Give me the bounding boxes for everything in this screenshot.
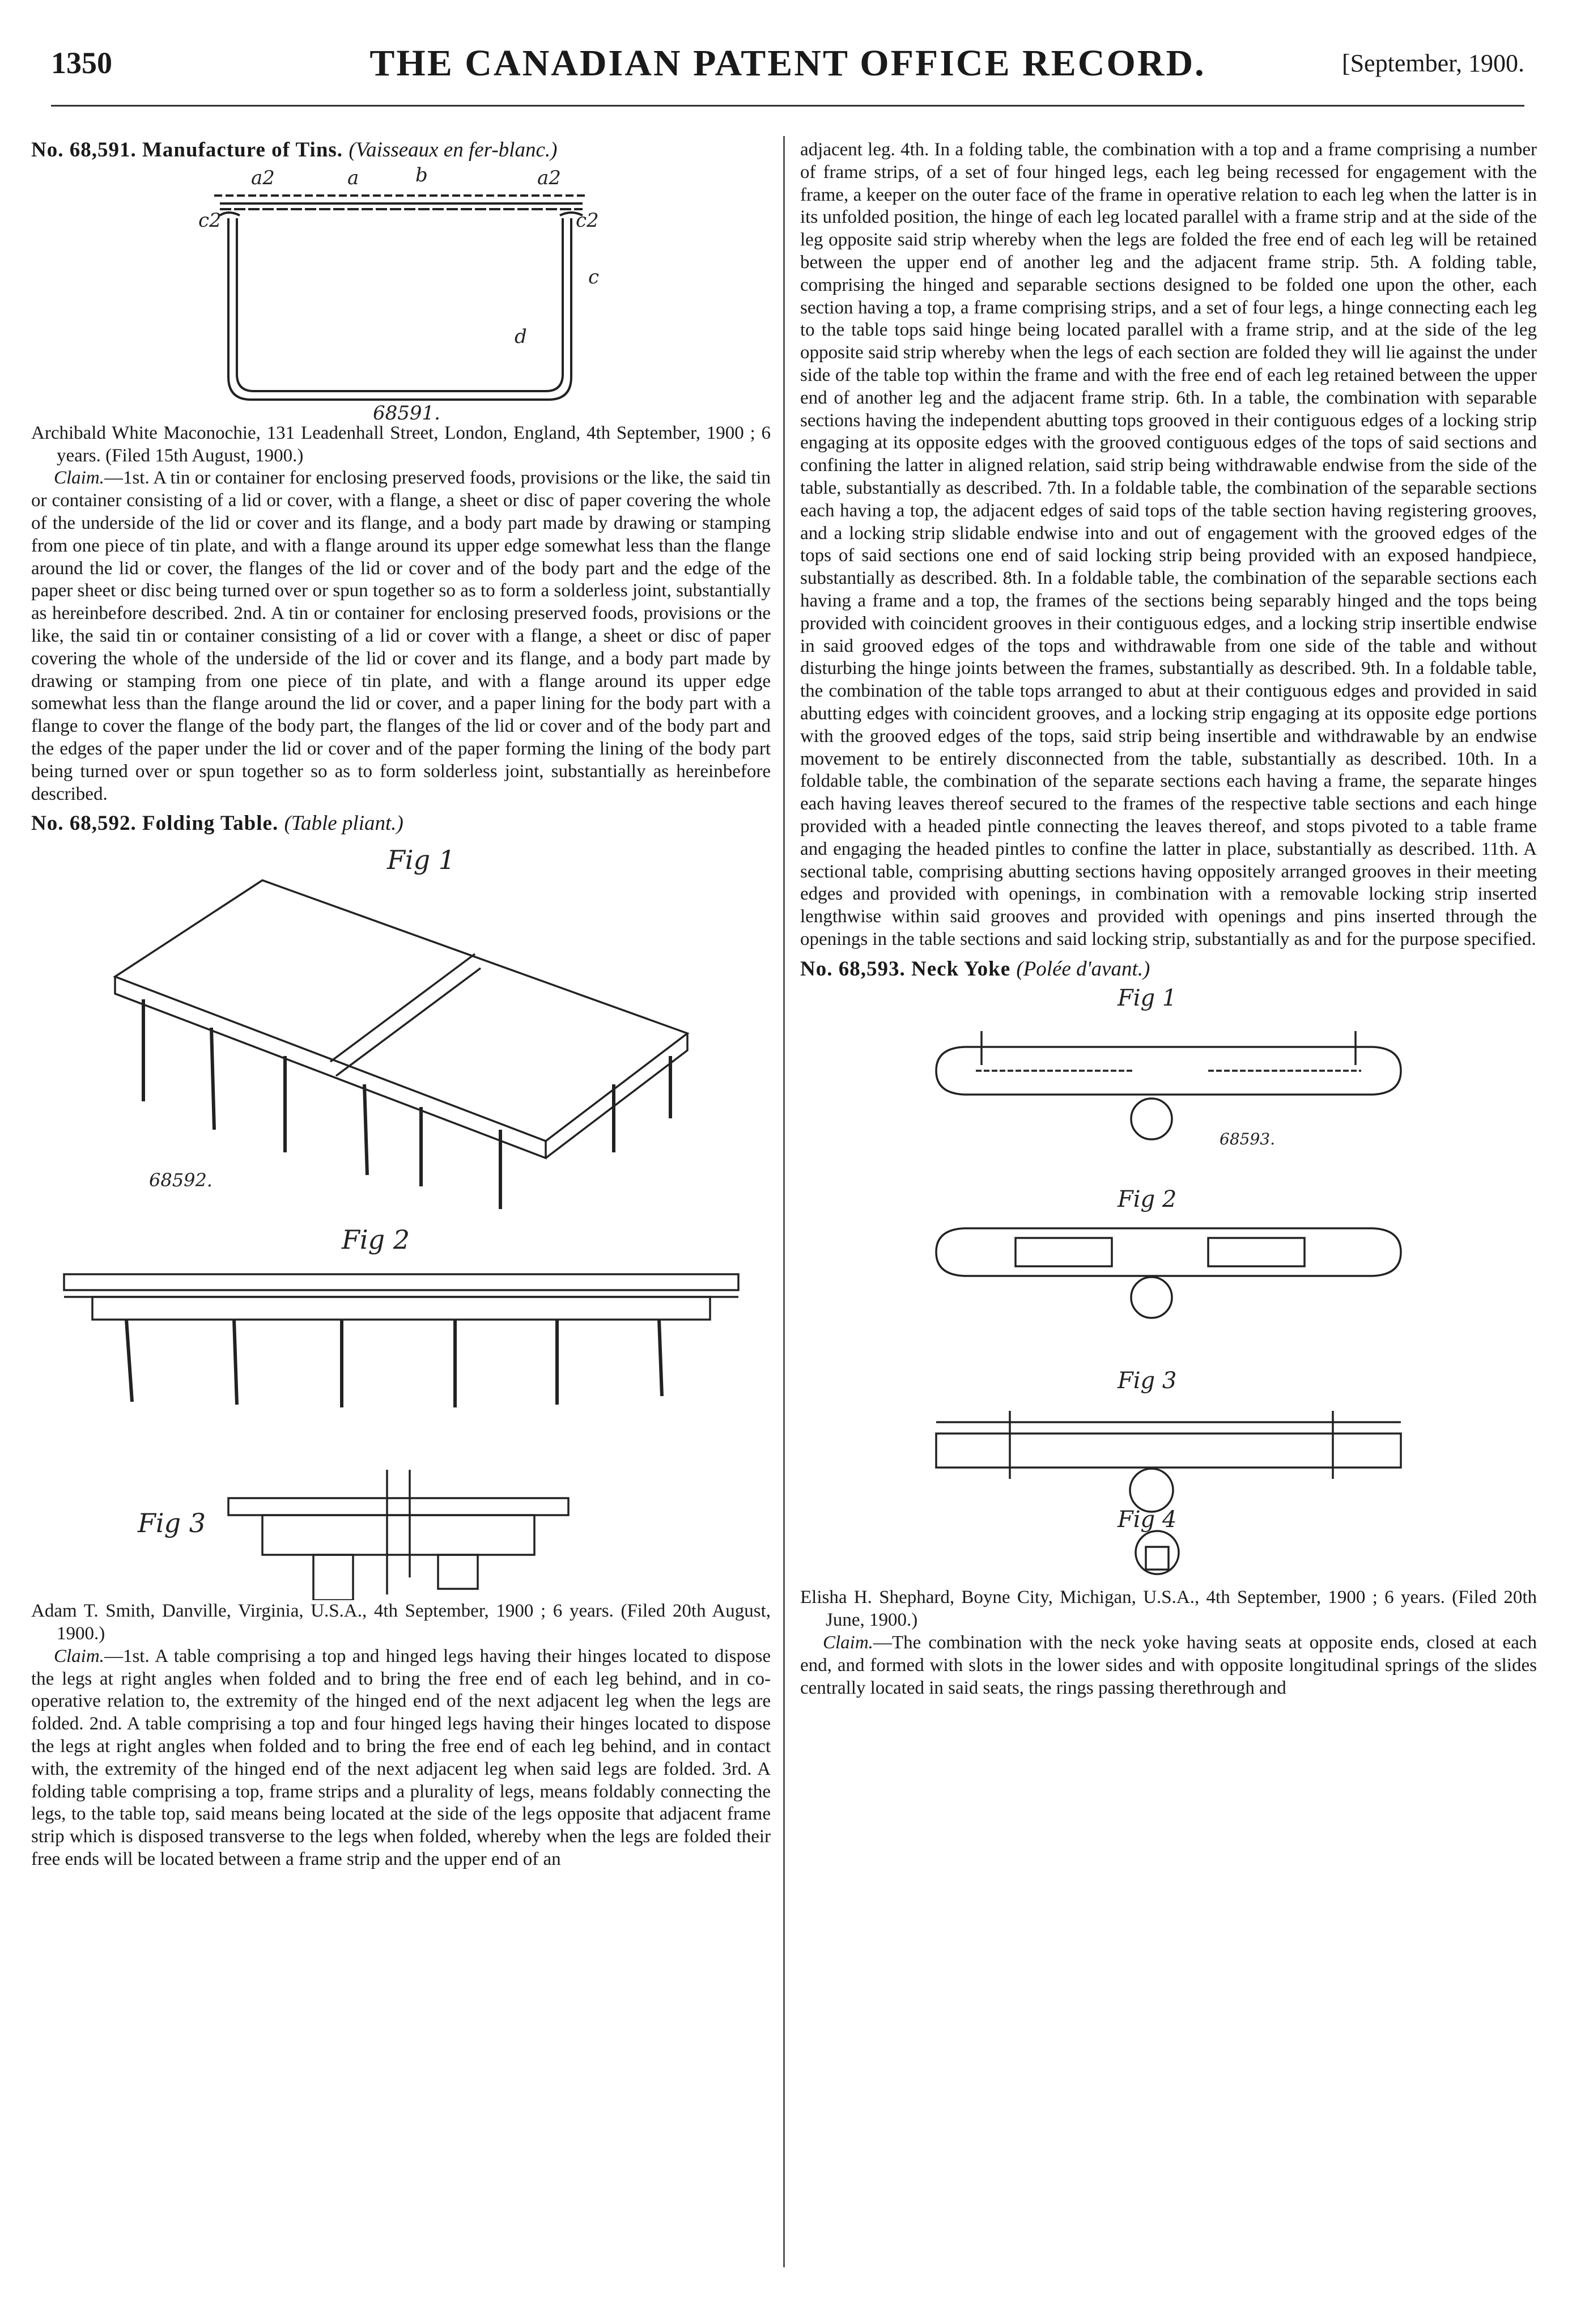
claim-text: —1st. A tin or container for enclosing preserved foods, provisions or the like, the said tin or container consisting of a lid or cover, with a flange, a sheet or disc of paper covering the whole of the underside of the lid or cover and its flange, and a body part made by drawing or stamping from one piece of tin plate, and with a flange around its upper edge somewhat less than the flange around the lid or cover, the flanges of the lid or cover and of the body part and the edge of the paper sheet or disc being turned over or spun together so as to form a solderless joint, substantially as hereinbefore described. 2nd. A tin or container for enclosing preserved foods, provisions or the like, the said tin or container consisting of a lid or cover with a flange, a sheet or disc of paper covering the whole of the underside of the lid or cover and its flange, and a body part made by drawing or stamping from one piece of tin plate, and with a flange around its upper edge somewhat less than the flange around the lid or cover, and a paper lining for the body part with a flange to cover the flange of the body part, the flanges of the lid or cover and of the body part and the edges of the paper under the lid or cover and of the paper forming the lining of the body part being turned over or spun together so as to form solderless joint, substantially as hereinbefore described. [31,468,771,804]
issue-date: [September, 1900. [1341,49,1524,77]
fig-label: d [514,325,527,348]
claim-text: —The combination with the neck yoke having seats at opposite ends, closed at each end, and formed with slots in the lower sides and with opposite longitudinal springs of the slides centrally located in said seats, the rings passing therethrough and [800,1632,1537,1698]
fig-label: Fig 2 [1118,1186,1177,1213]
patent-title: Neck Yoke [911,957,1011,981]
inventor-68591: Archibald White Maconochie, 131 Leadenhall Street, London, England, 4th September, 1900 ; 6 years. (Filed 15th August, 1900.) [31,422,771,466]
fig-label: Fig 2 [341,1224,410,1256]
fig-label: a [347,166,359,189]
fig-label: a2 [250,166,275,189]
fig-label: c [588,265,599,289]
folding-table-figure [47,835,755,1600]
patent-number: No. 68,591. [31,138,137,162]
claim-label: Claim. [54,468,104,489]
patent-translation: (Table pliant.) [284,812,403,836]
fig-label: 68591. [372,401,440,422]
fig-label: c2 [575,209,599,232]
right-column [800,139,1537,1699]
claim-68592 [31,1646,771,1871]
fig-label: Fig 1 [1118,985,1177,1012]
fig-label: 68593. [1220,1130,1275,1149]
claim-68591 [31,467,771,805]
fig-label: 68592. [148,1169,213,1191]
journal-title: THE CANADIAN PATENT OFFICE RECORD. [369,43,1206,84]
patent-title: Folding Table. [142,812,279,836]
claim-68592-continued: adjacent leg. 4th. In a folding table, the combination with a top and a frame comprising a number of frame strips, of a set of four hinged legs, each leg being recessed for engagement with the frame, a keeper on the outer face of the frame in operative relation to each leg when the latter is in its unfolded position, the hinge of each leg located parallel with a frame strip and at the side of the leg opposite said strip whereby when the legs are folded the free end of each leg will be retained between the upper end of another leg and the adjacent frame strip. 5th. A folding table, comprising the hinged and separable sections designed to be folded one upon the other, each section having a top, a frame comprising strips, and a set of four legs, a hinge connecting each leg to the table tops said hinge being located parallel with a frame strip, and at the side of the leg opposite said strip whereby when the legs of each section are folded they will lie against the under side of the table top within the frame and with the free end of each leg retained between the upper end of another leg and the adjacent frame strip. 6th. In a table, the combination with separable sections having the independent abutting tops grooved in their contiguous edges of a locking strip engaging at its opposite edges with the grooved contiguous edges of the tops of said sections and confining the latter in aligned relation, said strip being withdrawable endwise from the side of the table, substantially as described. 7th. In a foldable table, the combination of the separable sections each having a top, the adjacent edges of said tops of the table section having registering grooves, and a locking strip slidable endwise into and out of engagement with the grooved edges of the tops of said sections one end of said locking strip being provided with an exposed handpiece, substantially as described. 8th. In a foldable table, the combination of the separable sections each having a frame and a top, the frames of the sections being separably hinged and the tops being provided with coincident grooves in their contiguous edges, and a locking strip insertible endwise in said grooved edges of the tops and withdrawable from one side of the table and without disturbing the hinge joints between the frames, substantially as described. 9th. In a foldable table, the combination of the table tops arranged to abut at their contiguous edges and provided in said abutting edges with coincident grooves, and a locking strip engaging at its opposite edge portions with the grooved edges of the tops, said strip being insertible and withdrawable by an endwise movement to be entirely disconnected from the table, substantially as described. 10th. In a foldable table, the combination of the separate sections each having a frame, the separate hinges each having leaves thereof secured to the frames of the respective table sections and each hinge provided with a headed pintle connecting the leaves thereof, and stops pivoted to a table frame and engaging the headed pintles to confine the latter in place, substantially as described. 11th. A sectional table, comprising abutting sections having oppositely arranged grooves in their meeting edges and provided with openings, in combination with a removable locking strip inserted lengthwise within said grooves and provided with openings and pins inserted through the openings in the table sections and said locking strip, substantially as and for the purpose specified. [800,139,1537,949]
page-number: 1350 [51,46,112,80]
page-header [51,45,1524,96]
column-divider [783,136,785,2267]
patent-translation: (Vaisseaux en fer-blanc.) [349,138,558,162]
patent-number: No. 68,592. [31,812,137,836]
fig-label: Fig 1 [386,845,455,876]
patent-title: Manufacture of Tins. [142,138,343,162]
patent-heading-68591 [31,139,771,162]
claim-text: —1st. A table comprising a top and hinged legs having their hinges located to dispose the legs at right angles when folded and to bring the free end of each leg behind, and in co-operative relation to, the extremity of the hinged end of the next adjacent leg when the legs are folded. 2nd. A table comprising a top and four hinged legs having their hinges located to dispose the legs at right angles when folded and to bring the free end of each leg behind, and in contact with, the extremity of the hinged end of the next adjacent leg when said legs are folded. 3rd. A folding table comprising a top, frame strips and a plurality of legs, means foldably connecting the legs, to the table top, said means being located at the side of the legs opposite that adjacent frame strip which is disposed transverse to the legs when folded, whereby when the legs are folded their free ends will be located between a frame strip and the upper end of an [31,1646,771,1869]
left-column [31,139,771,1871]
claim-label: Claim. [54,1646,104,1666]
patent-translation: (Polée d'avant.) [1016,957,1150,981]
fig-label: Fig 4 [1118,1507,1177,1533]
tin-figure [197,162,605,422]
inventor-68593: Elisha H. Shephard, Boyne City, Michigan, U.S.A., 4th September, 1900 ; 6 years. (Filed 20th June, 1900.) [800,1587,1537,1631]
fig-label: Fig 3 [1118,1368,1177,1394]
fig-label: b [415,163,428,186]
inventor-68592: Adam T. Smith, Danville, Virginia, U.S.A., 4th September, 1900 ; 6 years. (Filed 20th August, 1900.) [31,1601,771,1644]
fig-label: c2 [198,209,222,232]
claim-68593 [800,1632,1537,1699]
patent-heading-68593 [800,958,1537,981]
patent-heading-68592 [31,812,771,835]
header-rule [51,105,1524,107]
claim-label: Claim. [823,1632,873,1653]
neck-yoke-figure [914,980,1424,1587]
patent-number: No. 68,593. [800,957,906,981]
fig-label: a2 [537,166,561,189]
fig-label: Fig 3 [137,1508,206,1539]
